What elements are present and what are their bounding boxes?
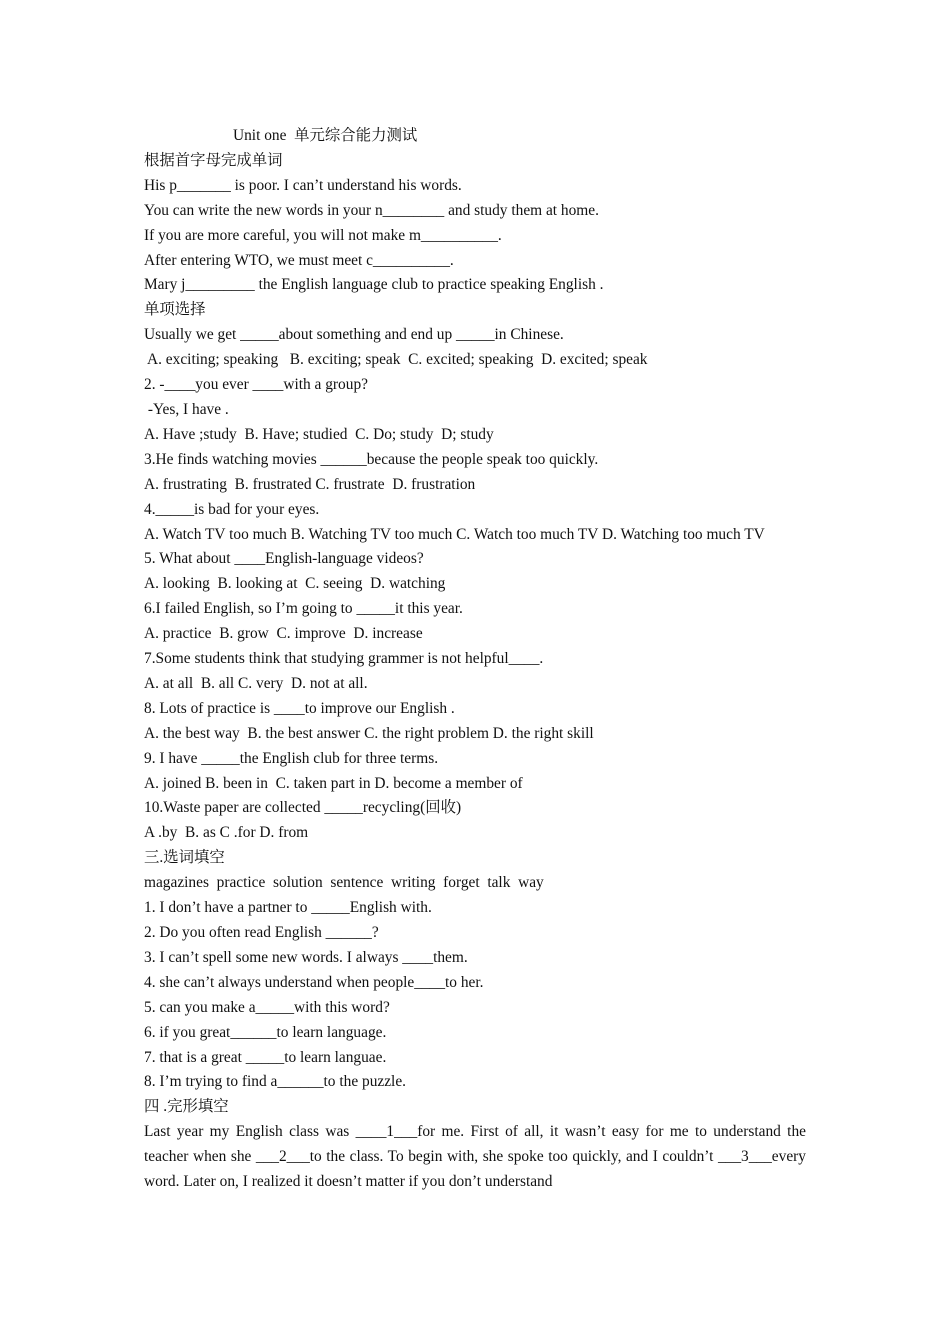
- section1-item-2: You can write the new words in your n________ and study them at home.: [144, 201, 599, 219]
- fill-item-4: 4. she can’t always understand when people____to her.: [144, 973, 484, 991]
- question-10: 10.Waste paper are collected _____recycling(回收): [144, 799, 462, 817]
- word-bank: magazines practice solution sentence writing forget talk way: [144, 874, 544, 892]
- fill-item-8: 8. I’m trying to find a______to the puzzle.: [144, 1073, 407, 1091]
- question-7-options: A. at all B. all C. very D. not at all.: [144, 674, 368, 692]
- question-8-options: A. the best way B. the best answer C. the right problem D. the right skill: [144, 724, 594, 742]
- fill-item-5: 5. can you make a_____with this word?: [144, 998, 390, 1016]
- question-10-options: A .by B. as C .for D. from: [144, 824, 309, 842]
- question-2-reply: -Yes, I have .: [144, 400, 229, 418]
- document-title: Unit one 单元综合能力测试: [233, 127, 418, 144]
- section1-heading: 根据首字母完成单词: [144, 151, 283, 169]
- question-1: Usually we get _____about something and end up _____in Chinese.: [144, 326, 564, 344]
- section1-item-5: Mary j_________ the English language club to practice speaking English .: [144, 276, 604, 294]
- question-4: 4._____is bad for your eyes.: [144, 500, 320, 518]
- question-9-options: A. joined B. been in C. taken part in D. become a member of: [144, 774, 523, 792]
- fill-item-6: 6. if you great______to learn language.: [144, 1023, 387, 1041]
- section4-heading: 四 .完形填空: [144, 1098, 229, 1116]
- fill-item-7: 7. that is a great _____to learn languae.: [144, 1048, 387, 1066]
- document-page: [144, 124, 806, 1195]
- section2-heading: 单项选择: [144, 301, 206, 319]
- question-5: 5. What about ____English-language videos?: [144, 550, 424, 568]
- section3-heading: 三.选词填空: [144, 849, 225, 867]
- question-2: 2. -____you ever ____with a group?: [144, 376, 368, 394]
- fill-item-2: 2. Do you often read English ______?: [144, 924, 379, 941]
- question-5-options: A. looking B. looking at C. seeing D. watching: [144, 575, 446, 593]
- section1-item-3: If you are more careful, you will not make m__________.: [144, 226, 502, 244]
- question-6-options: A. practice B. grow C. improve D. increase: [144, 625, 423, 643]
- question-8: 8. Lots of practice is ____to improve our English .: [144, 699, 455, 717]
- question-3: 3.He finds watching movies ______because the people speak too quickly.: [144, 450, 599, 468]
- question-6: 6.I failed English, so I’m going to _____it this year.: [144, 600, 463, 618]
- section1-item-4: After entering WTO, we must meet c__________.: [144, 251, 454, 269]
- question-2-options: A. Have ;study B. Have; studied C. Do; study D; study: [144, 425, 494, 443]
- question-3-options: A. frustrating B. frustrated C. frustrate D. frustration: [144, 475, 476, 493]
- question-7: 7.Some students think that studying grammer is not helpful____.: [144, 650, 544, 668]
- cloze-passage: Last year my English class was ____1___for me. First of all, it wasn’t easy for me to understand the teacher when she ___2___to the class. To begin with, she spoke too quickly, and I couldn’t ___3___every word. Later on, I realized it doesn’t matter if you don’t understand: [144, 1123, 806, 1191]
- question-1-options: A. exciting; speaking B. exciting; speak C. excited; speaking D. excited; speak: [144, 351, 648, 369]
- question-4-options: A. Watch TV too much B. Watching TV too much C. Watch too much TV D. Watching too much TV: [144, 525, 765, 543]
- section1-item-1: His p_______ is poor. I can’t understand his words.: [144, 176, 462, 194]
- fill-item-3: 3. I can’t spell some new words. I always ____them.: [144, 948, 468, 966]
- fill-item-1: 1. I don’t have a partner to _____English with.: [144, 899, 432, 917]
- question-9: 9. I have _____the English club for three terms.: [144, 749, 439, 767]
